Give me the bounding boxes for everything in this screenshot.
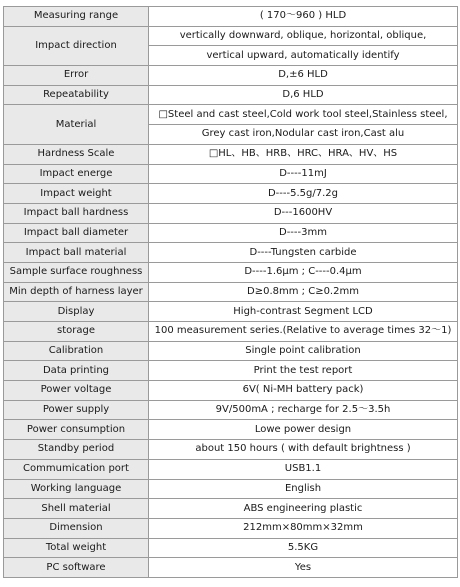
table-row	[4, 558, 458, 578]
spec-value: ABS engineering plastic	[149, 499, 458, 519]
table-row	[4, 341, 458, 361]
spec-label: Repeatability	[4, 85, 149, 105]
table-row	[4, 203, 458, 223]
spec-value: D----Tungsten carbide	[149, 243, 458, 263]
spec-label: Dimension	[4, 518, 149, 538]
spec-label: storage	[4, 322, 149, 342]
table-row	[4, 322, 458, 342]
spec-label: Display	[4, 302, 149, 322]
spec-label: Sample surface roughness	[4, 262, 149, 282]
spec-value: Yes	[149, 558, 458, 578]
table-row	[4, 223, 458, 243]
spec-value: vertically downward, oblique, horizontal, oblique,	[149, 26, 458, 46]
table-row	[4, 66, 458, 86]
table-row	[4, 262, 458, 282]
spec-value: 212mm×80mm×32mm	[149, 518, 458, 538]
spec-value: □HL、HB、HRB、HRC、HRA、HV、HS	[149, 144, 458, 164]
spec-label: Impact energe	[4, 164, 149, 184]
spec-table	[3, 6, 458, 578]
spec-value: 9V/500mA ; recharge for 2.5～3.5h	[149, 400, 458, 420]
spec-label: Material	[4, 105, 149, 144]
spec-label: Power voltage	[4, 381, 149, 401]
spec-value: D----5.5g/7.2g	[149, 184, 458, 204]
spec-value: D----11mJ	[149, 164, 458, 184]
spec-label: Measuring range	[4, 7, 149, 27]
spec-label: Power supply	[4, 400, 149, 420]
spec-value: English	[149, 479, 458, 499]
table-row	[4, 282, 458, 302]
spec-value: Lowe power design	[149, 420, 458, 440]
spec-value: D,±6 HLD	[149, 66, 458, 86]
table-row	[4, 243, 458, 263]
spec-value-continued: vertical upward, automatically identify	[149, 46, 458, 66]
spec-value: Single point calibration	[149, 341, 458, 361]
table-row	[4, 420, 458, 440]
table-row	[4, 459, 458, 479]
spec-label: Commumication port	[4, 459, 149, 479]
spec-value: □Steel and cast steel,Cold work tool steel,Stainless steel,	[149, 105, 458, 125]
spec-label: Power consumption	[4, 420, 149, 440]
spec-table-body	[4, 7, 458, 578]
spec-label: PC software	[4, 558, 149, 578]
table-row	[4, 518, 458, 538]
spec-value: D---1600HV	[149, 203, 458, 223]
table-row	[4, 105, 458, 125]
spec-label: Calibration	[4, 341, 149, 361]
table-row	[4, 361, 458, 381]
spec-label: Impact direction	[4, 26, 149, 65]
spec-label: Shell material	[4, 499, 149, 519]
spec-value: D,6 HLD	[149, 85, 458, 105]
table-row	[4, 538, 458, 558]
spec-value: D----1.6μm ; C----0.4μm	[149, 262, 458, 282]
spec-value: Print the test report	[149, 361, 458, 381]
table-row	[4, 164, 458, 184]
table-row	[4, 7, 458, 27]
table-row	[4, 499, 458, 519]
spec-label: Standby period	[4, 440, 149, 460]
spec-value: USB1.1	[149, 459, 458, 479]
table-row	[4, 184, 458, 204]
spec-label: Hardness Scale	[4, 144, 149, 164]
spec-label: Impact ball hardness	[4, 203, 149, 223]
table-row	[4, 440, 458, 460]
spec-value: 100 measurement series.(Relative to average times 32～1)	[149, 322, 458, 342]
spec-value: 5.5KG	[149, 538, 458, 558]
spec-value: 6V( Ni-MH battery pack)	[149, 381, 458, 401]
table-row	[4, 479, 458, 499]
table-row	[4, 400, 458, 420]
spec-label: Total weight	[4, 538, 149, 558]
spec-label: Error	[4, 66, 149, 86]
spec-value: High-contrast Segment LCD	[149, 302, 458, 322]
spec-value: about 150 hours ( with default brightness )	[149, 440, 458, 460]
spec-label: Impact ball material	[4, 243, 149, 263]
table-row	[4, 26, 458, 46]
table-row	[4, 85, 458, 105]
table-row	[4, 302, 458, 322]
spec-label: Working language	[4, 479, 149, 499]
spec-label: Impact weight	[4, 184, 149, 204]
spec-label: Data printing	[4, 361, 149, 381]
spec-value: ( 170～960 ) HLD	[149, 7, 458, 27]
spec-value: D----3mm	[149, 223, 458, 243]
spec-label: Impact ball diameter	[4, 223, 149, 243]
spec-value: D≥0.8mm ; C≥0.2mm	[149, 282, 458, 302]
spec-value-continued: Grey cast iron,Nodular cast iron,Cast alu	[149, 125, 458, 145]
table-row	[4, 381, 458, 401]
spec-label: Min depth of harness layer	[4, 282, 149, 302]
table-row	[4, 144, 458, 164]
